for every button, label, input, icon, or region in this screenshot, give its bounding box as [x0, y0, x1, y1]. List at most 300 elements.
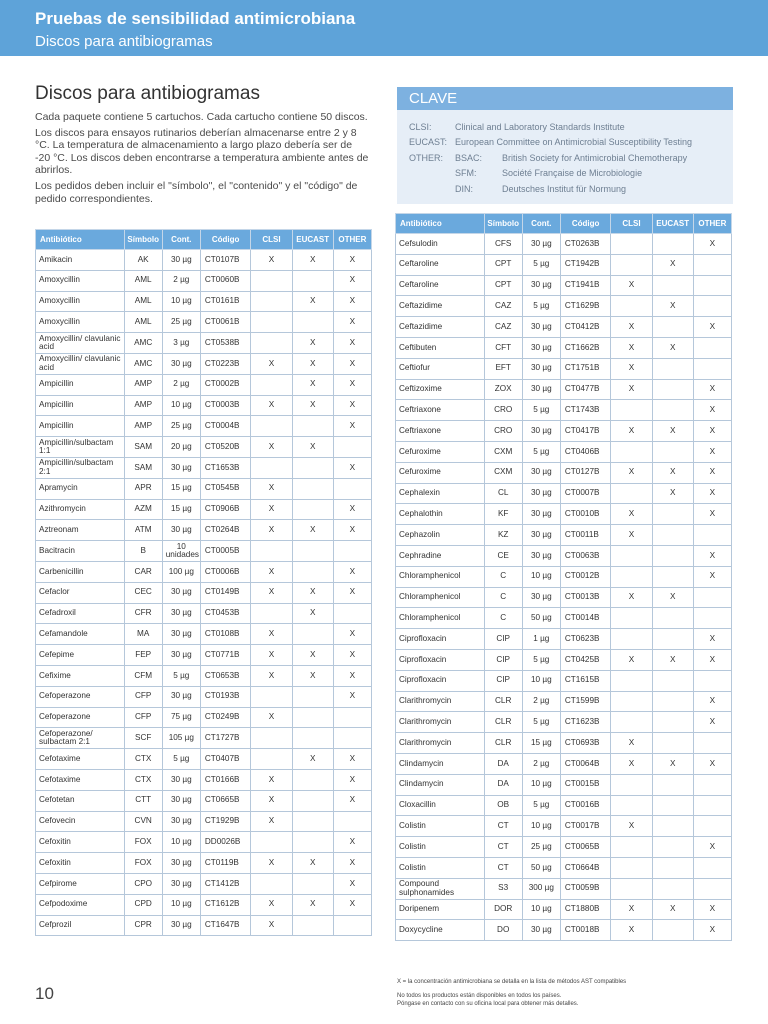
code-cell: CT0223B: [200, 353, 251, 374]
other-cell: X: [693, 234, 731, 255]
other-cell: [333, 541, 371, 562]
code-cell: CT1942B: [560, 254, 611, 275]
antibiotic-cell: Cefsulodin: [396, 234, 485, 255]
eucast-cell: [652, 504, 693, 525]
content-cell: 10 µg: [522, 899, 560, 920]
symbol-cell: CRO: [484, 400, 522, 421]
other-cell: X: [693, 400, 731, 421]
clsi-cell: X: [251, 520, 292, 541]
code-cell: CT0771B: [200, 645, 251, 666]
table-row: [36, 624, 372, 645]
code-cell: CT0065B: [560, 837, 611, 858]
symbol-cell: CIP: [484, 670, 522, 691]
clsi-cell: [251, 312, 292, 333]
symbol-cell: DA: [484, 774, 522, 795]
code-cell: CT1941B: [560, 275, 611, 296]
other-cell: X: [333, 749, 371, 770]
clsi-cell: [611, 254, 652, 275]
symbol-cell: FEP: [124, 645, 162, 666]
clsi-cell: [251, 457, 292, 478]
table-row: [36, 437, 372, 458]
header-subtitle: Discos para antibiogramas: [35, 33, 213, 50]
other-cell: [693, 587, 731, 608]
symbol-cell: OB: [484, 795, 522, 816]
code-cell: CT0018B: [560, 920, 611, 941]
code-cell: CT0002B: [200, 374, 251, 395]
clsi-cell: [251, 728, 292, 749]
eucast-cell: X: [292, 353, 333, 374]
clsi-cell: X: [611, 587, 652, 608]
other-cell: X: [333, 416, 371, 437]
symbol-cell: CPD: [124, 894, 162, 915]
code-cell: CT0006B: [200, 561, 251, 582]
content-cell: 25 µg: [162, 416, 200, 437]
table-row: [396, 317, 732, 338]
eucast-cell: [652, 379, 693, 400]
table-row: [36, 499, 372, 520]
clsi-cell: X: [611, 421, 652, 442]
eucast-cell: [292, 707, 333, 728]
col-header-other: OTHER: [693, 214, 731, 234]
symbol-cell: B: [124, 541, 162, 562]
antibiotic-cell: Cefpirome: [36, 873, 125, 894]
content-cell: 30 µg: [522, 504, 560, 525]
content-cell: 30 µg: [522, 920, 560, 941]
table-header-row: [396, 214, 732, 234]
clave-bsac-key: BSAC:: [455, 153, 483, 163]
symbol-cell: CPO: [124, 873, 162, 894]
eucast-cell: X: [292, 250, 333, 271]
content-cell: 2 µg: [522, 691, 560, 712]
antibiotic-cell: Cefpodoxime: [36, 894, 125, 915]
content-cell: 20 µg: [162, 437, 200, 458]
symbol-cell: SCF: [124, 728, 162, 749]
other-cell: [693, 254, 731, 275]
clsi-cell: [611, 837, 652, 858]
other-cell: [693, 337, 731, 358]
content-cell: 2 µg: [162, 374, 200, 395]
eucast-cell: [292, 270, 333, 291]
code-cell: CT0453B: [200, 603, 251, 624]
table-row: [36, 374, 372, 395]
code-cell: CT0149B: [200, 582, 251, 603]
symbol-cell: SAM: [124, 457, 162, 478]
symbol-cell: ZOX: [484, 379, 522, 400]
code-cell: CT0060B: [200, 270, 251, 291]
eucast-cell: [652, 545, 693, 566]
clsi-cell: X: [251, 853, 292, 874]
content-cell: 30 µg: [162, 915, 200, 936]
clsi-cell: [251, 749, 292, 770]
clsi-cell: X: [251, 395, 292, 416]
antibiotic-cell: Ceftazidime: [396, 317, 485, 338]
content-cell: 30 µg: [162, 645, 200, 666]
table-row: [36, 749, 372, 770]
table-row: [396, 275, 732, 296]
other-cell: X: [333, 686, 371, 707]
table-row: [396, 254, 732, 275]
table-row: [36, 665, 372, 686]
symbol-cell: APR: [124, 478, 162, 499]
symbol-cell: AMC: [124, 333, 162, 354]
content-cell: 30 µg: [162, 624, 200, 645]
table-row: [36, 915, 372, 936]
table-row: [36, 728, 372, 749]
content-cell: 30 µg: [162, 603, 200, 624]
code-cell: CT0263B: [560, 234, 611, 255]
symbol-cell: FOX: [124, 832, 162, 853]
antibiotic-cell: Cefotaxime: [36, 749, 125, 770]
symbol-cell: CAZ: [484, 296, 522, 317]
clsi-cell: X: [611, 379, 652, 400]
table-row: [36, 353, 372, 374]
other-cell: [693, 670, 731, 691]
other-cell: X: [333, 665, 371, 686]
symbol-cell: CT: [484, 837, 522, 858]
clsi-cell: X: [251, 250, 292, 271]
eucast-cell: [652, 525, 693, 546]
clsi-cell: [611, 878, 652, 899]
clsi-cell: X: [251, 499, 292, 520]
content-cell: 30 µg: [522, 234, 560, 255]
antibiotic-cell: Amikacin: [36, 250, 125, 271]
content-cell: 30 µg: [522, 275, 560, 296]
antibiotic-cell: Cephalexin: [396, 483, 485, 504]
clsi-cell: [611, 691, 652, 712]
content-cell: 30 µg: [522, 421, 560, 442]
code-cell: CT0417B: [560, 421, 611, 442]
other-cell: [333, 437, 371, 458]
clsi-cell: X: [251, 561, 292, 582]
table-row: [36, 333, 372, 354]
table-row: [396, 712, 732, 733]
other-cell: [333, 728, 371, 749]
code-cell: CT0059B: [560, 878, 611, 899]
code-cell: CT0061B: [200, 312, 251, 333]
other-cell: [333, 811, 371, 832]
table-row: [36, 645, 372, 666]
clsi-cell: [251, 603, 292, 624]
eucast-cell: [292, 457, 333, 478]
eucast-cell: X: [652, 296, 693, 317]
content-cell: 5 µg: [162, 749, 200, 770]
table-row: [36, 582, 372, 603]
eucast-cell: [652, 441, 693, 462]
eucast-cell: X: [652, 254, 693, 275]
symbol-cell: C: [484, 587, 522, 608]
antibiotic-cell: Ciprofloxacin: [396, 649, 485, 670]
code-cell: CT0249B: [200, 707, 251, 728]
eucast-cell: [652, 712, 693, 733]
other-cell: [333, 915, 371, 936]
content-cell: 30 µg: [162, 686, 200, 707]
antibiotic-cell: Azithromycin: [36, 499, 125, 520]
other-cell: X: [333, 312, 371, 333]
code-cell: CT0003B: [200, 395, 251, 416]
header-title: Pruebas de sensibilidad antimicrobiana: [35, 9, 356, 28]
table-row: [36, 873, 372, 894]
clsi-cell: [611, 483, 652, 504]
other-cell: [693, 525, 731, 546]
antibiotic-cell: Colistin: [396, 857, 485, 878]
clsi-cell: X: [251, 790, 292, 811]
content-cell: 30 µg: [162, 520, 200, 541]
clsi-cell: X: [251, 353, 292, 374]
content-cell: 10 µg: [162, 894, 200, 915]
code-cell: CT0064B: [560, 753, 611, 774]
table-row: [396, 691, 732, 712]
antibiotic-cell: Doxycycline: [396, 920, 485, 941]
clsi-cell: [251, 333, 292, 354]
clsi-cell: X: [611, 317, 652, 338]
eucast-cell: X: [292, 520, 333, 541]
table-row: [396, 504, 732, 525]
symbol-cell: CFP: [124, 686, 162, 707]
eucast-cell: X: [292, 645, 333, 666]
code-cell: CT0017B: [560, 816, 611, 837]
eucast-cell: [292, 811, 333, 832]
col-header-symbol: Símbolo: [484, 214, 522, 234]
symbol-cell: AMP: [124, 416, 162, 437]
code-cell: CT1615B: [560, 670, 611, 691]
col-header-code: Código: [200, 230, 251, 250]
code-cell: CT1880B: [560, 899, 611, 920]
eucast-cell: X: [292, 437, 333, 458]
content-cell: 25 µg: [522, 837, 560, 858]
symbol-cell: CLR: [484, 712, 522, 733]
code-cell: CT0412B: [560, 317, 611, 338]
table-row: [36, 603, 372, 624]
table-row: [396, 525, 732, 546]
other-cell: [333, 603, 371, 624]
code-cell: CT0016B: [560, 795, 611, 816]
symbol-cell: DO: [484, 920, 522, 941]
symbol-cell: DA: [484, 753, 522, 774]
content-cell: 50 µg: [522, 857, 560, 878]
content-cell: 10 µg: [162, 395, 200, 416]
table-row: [36, 790, 372, 811]
eucast-cell: X: [292, 582, 333, 603]
eucast-cell: [292, 790, 333, 811]
content-cell: 1 µg: [522, 629, 560, 650]
eucast-cell: [652, 566, 693, 587]
code-cell: DD0026B: [200, 832, 251, 853]
table-row: [396, 400, 732, 421]
clsi-cell: X: [251, 624, 292, 645]
symbol-cell: CE: [484, 545, 522, 566]
clsi-cell: X: [611, 899, 652, 920]
content-cell: 5 µg: [522, 441, 560, 462]
symbol-cell: KZ: [484, 525, 522, 546]
code-cell: CT0406B: [560, 441, 611, 462]
col-header-antibiotic: Antibiótico: [36, 230, 125, 250]
symbol-cell: ATM: [124, 520, 162, 541]
eucast-cell: X: [652, 899, 693, 920]
other-cell: [693, 857, 731, 878]
antibiotic-cell: Cefixime: [36, 665, 125, 686]
symbol-cell: CTT: [124, 790, 162, 811]
eucast-cell: [652, 816, 693, 837]
antibiotic-cell: Amoxycillin/ clavulanic acid: [36, 353, 125, 374]
other-cell: X: [693, 837, 731, 858]
col-header-antibiotic: Antibiótico: [396, 214, 485, 234]
clave-other-key: OTHER:: [409, 153, 444, 163]
eucast-cell: [652, 608, 693, 629]
symbol-cell: FOX: [124, 853, 162, 874]
content-cell: 5 µg: [522, 400, 560, 421]
antibiotic-cell: Clindamycin: [396, 774, 485, 795]
table-row: [396, 753, 732, 774]
table-row: [396, 837, 732, 858]
code-cell: CT0014B: [560, 608, 611, 629]
symbol-cell: CRO: [484, 421, 522, 442]
content-cell: 50 µg: [522, 608, 560, 629]
antibiotic-cell: Cefuroxime: [396, 462, 485, 483]
antibiotic-cell: Ceftiofur: [396, 358, 485, 379]
page-number: 10: [35, 984, 54, 1003]
col-header-eucast: EUCAST: [652, 214, 693, 234]
clsi-cell: [611, 712, 652, 733]
code-cell: CT1743B: [560, 400, 611, 421]
antibiotic-cell: Doripenem: [396, 899, 485, 920]
clsi-cell: X: [611, 275, 652, 296]
table-row: [396, 920, 732, 941]
other-cell: X: [693, 920, 731, 941]
table-row: [36, 312, 372, 333]
symbol-cell: AMC: [124, 353, 162, 374]
code-cell: CT0193B: [200, 686, 251, 707]
antibiotic-cell: Cefuroxime: [396, 441, 485, 462]
other-cell: [693, 275, 731, 296]
symbol-cell: CFM: [124, 665, 162, 686]
section-heading: Discos para antibiogramas: [35, 83, 260, 104]
table-row: [396, 774, 732, 795]
content-cell: 5 µg: [522, 254, 560, 275]
content-cell: 10 µg: [522, 566, 560, 587]
code-cell: CT0693B: [560, 733, 611, 754]
clsi-cell: X: [251, 478, 292, 499]
other-cell: X: [693, 379, 731, 400]
code-cell: CT0013B: [560, 587, 611, 608]
antibiotic-cell: Clarithromycin: [396, 733, 485, 754]
code-cell: CT0005B: [200, 541, 251, 562]
eucast-cell: [652, 670, 693, 691]
eucast-cell: X: [652, 483, 693, 504]
eucast-cell: [652, 878, 693, 899]
eucast-cell: [652, 234, 693, 255]
eucast-cell: X: [292, 749, 333, 770]
other-cell: X: [333, 520, 371, 541]
eucast-cell: [292, 499, 333, 520]
symbol-cell: AK: [124, 250, 162, 271]
clsi-cell: X: [251, 707, 292, 728]
code-cell: CT0004B: [200, 416, 251, 437]
code-cell: CT0407B: [200, 749, 251, 770]
clsi-cell: [611, 441, 652, 462]
table-row: [36, 769, 372, 790]
symbol-cell: CLR: [484, 691, 522, 712]
intro-section: [35, 83, 370, 208]
antibiotic-cell: Chloramphenicol: [396, 608, 485, 629]
antibiotic-cell: Cefprozil: [36, 915, 125, 936]
clsi-cell: [611, 774, 652, 795]
symbol-cell: KF: [484, 504, 522, 525]
footnote-contact: Póngase en contacto con su oficina local para obtener más detalles.: [397, 1001, 579, 1007]
table-row: [36, 270, 372, 291]
antibiotic-cell: Cephalothin: [396, 504, 485, 525]
antibiotic-cell: Colistin: [396, 816, 485, 837]
antibiotic-cell: Ceftibuten: [396, 337, 485, 358]
code-cell: CT1612B: [200, 894, 251, 915]
other-cell: X: [333, 832, 371, 853]
clsi-cell: X: [611, 816, 652, 837]
antibiotic-cell: Cloxacillin: [396, 795, 485, 816]
other-cell: X: [693, 712, 731, 733]
content-cell: 30 µg: [522, 587, 560, 608]
antibiotic-cell: Cefamandole: [36, 624, 125, 645]
clsi-cell: X: [251, 811, 292, 832]
content-cell: 30 µg: [162, 582, 200, 603]
other-cell: X: [333, 894, 371, 915]
eucast-cell: [652, 358, 693, 379]
other-cell: X: [333, 499, 371, 520]
other-cell: X: [693, 649, 731, 670]
eucast-cell: [652, 857, 693, 878]
clsi-cell: [611, 670, 652, 691]
clave-din-key: DIN:: [455, 184, 473, 194]
antibiotic-cell: Cefoperazone: [36, 686, 125, 707]
other-cell: X: [693, 545, 731, 566]
code-cell: CT0107B: [200, 250, 251, 271]
eucast-cell: [652, 317, 693, 338]
table-row: [396, 462, 732, 483]
other-cell: [333, 478, 371, 499]
eucast-cell: X: [292, 853, 333, 874]
content-cell: 10 µg: [522, 816, 560, 837]
other-cell: X: [693, 317, 731, 338]
antibiotic-cell: Cefoxitin: [36, 832, 125, 853]
code-cell: CT1647B: [200, 915, 251, 936]
table-row: [396, 629, 732, 650]
eucast-cell: X: [652, 462, 693, 483]
code-cell: CT0664B: [560, 857, 611, 878]
code-cell: CT0161B: [200, 291, 251, 312]
eucast-cell: [292, 686, 333, 707]
other-cell: [693, 774, 731, 795]
table-row: [396, 816, 732, 837]
code-cell: CT0063B: [560, 545, 611, 566]
clsi-cell: X: [611, 649, 652, 670]
other-cell: [333, 707, 371, 728]
symbol-cell: CFR: [124, 603, 162, 624]
table-row: [396, 566, 732, 587]
code-cell: CT1599B: [560, 691, 611, 712]
antibiotic-cell: Ampicillin/sulbactam 2:1: [36, 457, 125, 478]
table-row: [36, 250, 372, 271]
clsi-cell: X: [251, 645, 292, 666]
other-cell: [693, 358, 731, 379]
symbol-cell: CT: [484, 857, 522, 878]
symbol-cell: S3: [484, 878, 522, 899]
clsi-cell: [251, 416, 292, 437]
table-row: [396, 587, 732, 608]
symbol-cell: AML: [124, 291, 162, 312]
intro-paragraph-2: Los discos para ensayos rutinarios deberían almacenarse entre 2 y 8 °C. La temperatura de almacenamiento a largo plazo debería ser de -20 °C. Los discos deben encontrarse a temperatura ambiente antes de abrirlos.: [35, 126, 369, 177]
content-cell: 30 µg: [522, 483, 560, 504]
symbol-cell: CXM: [484, 462, 522, 483]
code-cell: CT0545B: [200, 478, 251, 499]
table-row: [396, 795, 732, 816]
